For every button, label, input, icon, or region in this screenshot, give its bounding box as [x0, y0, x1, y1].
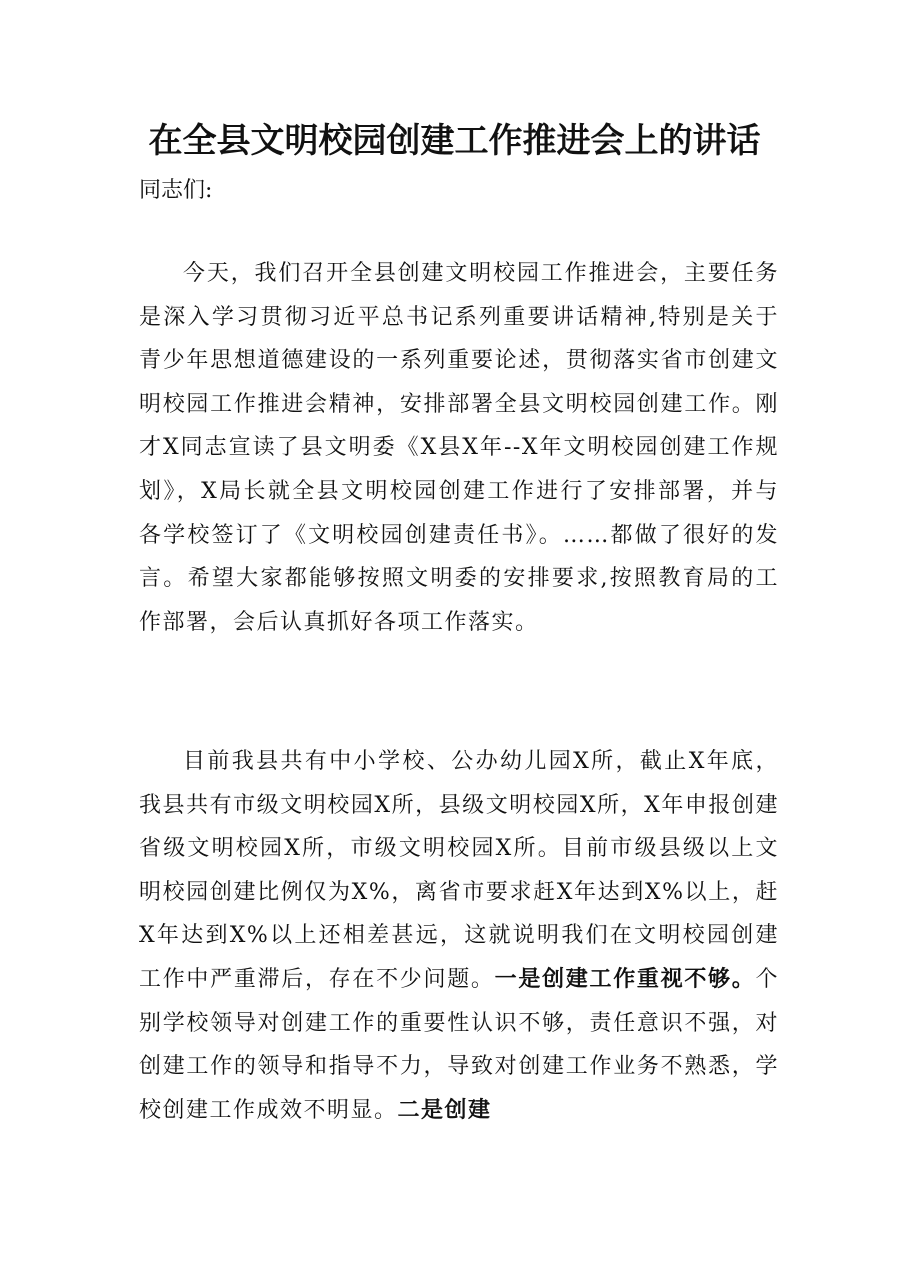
paragraph-2-text-1: 目前我县共有中小学校、公办幼儿园X所，截止X年底，我县共有市级文明校园X所，县级文明校园X所，X年申报创建省级文明校园X所，市级文明校园X所。目前市级县级以上文明校园创建比例仅为X%，离省市要求赶X年达到X%以上，赶X年达到X%以上还相差甚远，这就说明我们在文明校园创建工作中严重滞后，存在不少问题。 — [139, 749, 779, 992]
paragraph-2-bold-2: 二是创建 — [397, 1096, 492, 1123]
paragraph-2-bold-1: 一是创建工作重视不够。 — [494, 965, 756, 992]
salutation: 同志们: — [139, 178, 213, 203]
paragraph-2-text-2: 个别学校领导对创建工作的重要性认识不够，责任意识不强，对创建工作的领导和指导不力，导致对创建工作业务不熟悉，学校创建工作成效不明显。 — [139, 966, 779, 1123]
paragraph-2 — [139, 740, 779, 1132]
document-title: 在全县文明校园创建工作推进会上的讲话 — [148, 121, 761, 161]
paragraph-1: 今天，我们召开全县创建文明校园工作推进会，主要任务是深入学习贯彻习近平总书记系列重要讲话精神,特别是关于青少年思想道德建设的一系列重要论述，贯彻落实省市创建文明校园工作推进会精神，安排部署全县文明校园创建工作。刚才X同志宣读了县文明委《X县X年--X年文明校园创建工作规划》，X局长就全县文明校园创建工作进行了安排部署，并与各学校签订了《文明校园创建责任书》。……都做了很好的发言。希望大家都能够按照文明委的安排要求,按照教育局的工作部署，会后认真抓好各项工作落实。 — [139, 261, 779, 635]
